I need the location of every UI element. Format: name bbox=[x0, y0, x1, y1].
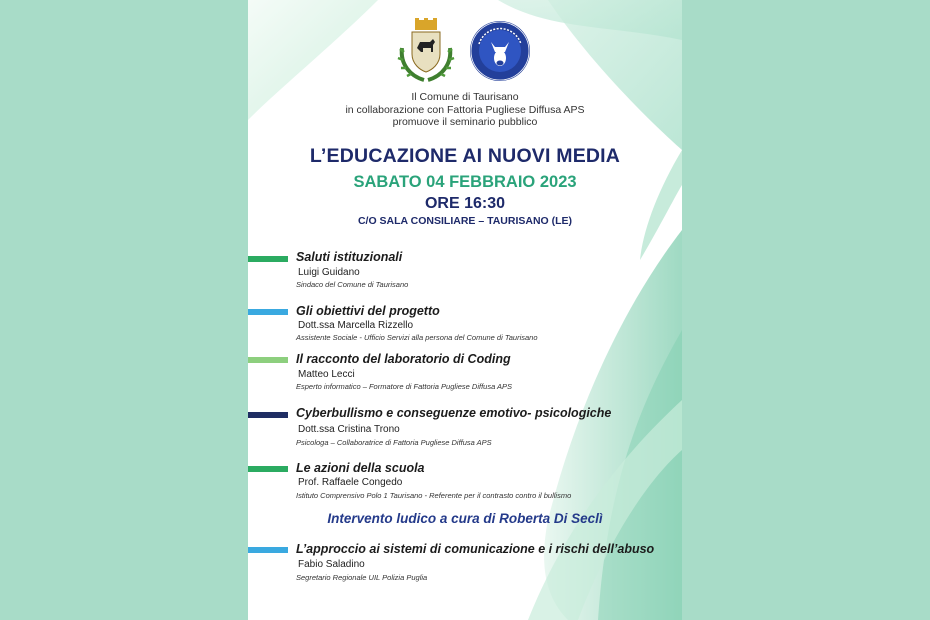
program-bar bbox=[248, 466, 288, 472]
intro-block bbox=[248, 91, 682, 129]
program-bar bbox=[248, 256, 288, 262]
program-item-title: Cyberbullismo e conseguenze emotivo- psicologiche bbox=[296, 406, 612, 420]
event-title: L’EDUCAZIONE AI NUOVI MEDIA bbox=[309, 145, 621, 167]
intro-line-3: promuove il seminario pubblico bbox=[392, 116, 538, 128]
program-item-speaker: Dott.ssa Marcella Rizzello bbox=[298, 320, 414, 331]
program-item-role: Esperto informatico – Formatore di Fattoria Pugliese Diffusa APS bbox=[296, 382, 513, 391]
program-item-speaker: Matteo Lecci bbox=[298, 369, 355, 380]
program-bar bbox=[248, 357, 288, 363]
event-poster bbox=[248, 0, 682, 620]
program-item-title: Gli obiettivi del progetto bbox=[296, 304, 440, 318]
event-venue: C/O SALA CONSILIARE – TAURISANO (LE) bbox=[357, 215, 573, 227]
program-item-title: Saluti istituzionali bbox=[296, 250, 403, 264]
municipal-crest-icon bbox=[396, 18, 456, 84]
program-bar bbox=[248, 309, 288, 315]
program-item-speaker: Fabio Saladino bbox=[298, 559, 365, 570]
program-item-title: L’approccio ai sistemi di comunicazione e i rischi dell’abuso bbox=[296, 542, 655, 556]
program-item-role: Istituto Comprensivo Polo 1 Taurisano - Referente per il contrasto contro il bullismo bbox=[296, 491, 572, 500]
program-item-title: Il racconto del laboratorio di Coding bbox=[296, 352, 511, 366]
association-badge-icon bbox=[469, 20, 531, 82]
special-intervention: Intervento ludico a cura di Roberta Di Seclì bbox=[327, 511, 603, 526]
program-bar bbox=[248, 547, 288, 553]
program-item-speaker: Dott.ssa Cristina Trono bbox=[298, 424, 400, 435]
intro-line-1: Il Comune di Taurisano bbox=[411, 91, 519, 103]
program-item-role: Psicologa – Collaboratrice di Fattoria Pugliese Diffusa APS bbox=[296, 438, 492, 447]
program-item-title: Le azioni della scuola bbox=[296, 461, 425, 475]
event-date: SABATO 04 FEBBRAIO 2023 bbox=[353, 173, 577, 191]
intro-line-2: in collaborazione con Fattoria Pugliese Diffusa APS bbox=[345, 103, 585, 116]
logo-row bbox=[248, 18, 682, 88]
event-time: ORE 16:30 bbox=[424, 195, 506, 212]
program-item-speaker: Prof. Raffaele Congedo bbox=[298, 477, 403, 488]
program-bar bbox=[248, 412, 288, 418]
program-item-speaker: Luigi Guidano bbox=[298, 267, 360, 278]
program-item-role: Segretario Regionale UIL Polizia Puglia bbox=[296, 573, 428, 582]
program-item-role: Sindaco del Comune di Taurisano bbox=[296, 280, 409, 289]
program-item-role: Assistente Sociale - Ufficio Servizi alla persona del Comune di Taurisano bbox=[296, 333, 538, 342]
poster-content bbox=[248, 0, 682, 620]
